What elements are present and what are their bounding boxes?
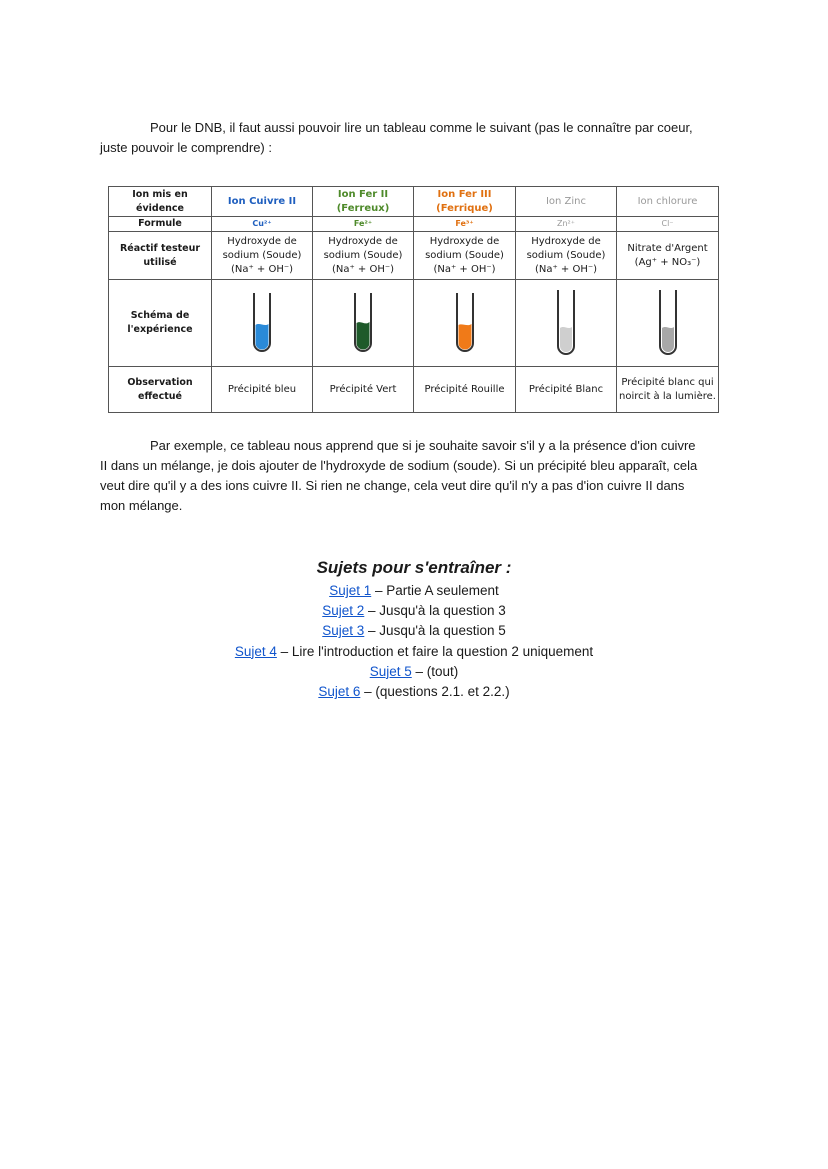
formula-cell: Fe³⁺ (414, 217, 516, 232)
schema-row (109, 280, 719, 367)
row-header-observation: Observation effectué (109, 367, 212, 413)
practice-subjects (0, 557, 828, 702)
observation-cell: Précipité Blanc (516, 367, 617, 413)
test-tube-icon (251, 291, 273, 355)
observation-cell: Précipité Vert (313, 367, 414, 413)
reagent-cell: Hydroxyde de sodium (Soude) (Na⁺ + OH⁻) (516, 232, 617, 280)
explanation-text: Par exemple, ce tableau nous apprend que si je souhaite savoir s'il y a la présence d'ion cuivre II dans un mélange, je dois ajouter de l'hydroxyde de sodium (soude). Si un précipité bleu apparaît, cela veut dire qu'il y a des ions cuivre II. Si rien ne change, cela veut dire qu'il n'y a pas d'ion cuivre II dans mon mélange. (100, 438, 698, 513)
subject-item: Sujet 3 – Jusqu'à la question 5 (322, 623, 506, 639)
ion-name-cell: Ion Fer III (Ferrique) (414, 187, 516, 217)
reagent-cell: Hydroxyde de sodium (Soude) (Na⁺ + OH⁻) (313, 232, 414, 280)
tube-cell (516, 280, 617, 367)
intro-paragraph (100, 118, 700, 158)
explanation-paragraph (100, 436, 700, 516)
ion-test-table (108, 186, 719, 413)
formula-row (109, 217, 719, 232)
ion-name-cell: Ion chlorure (617, 187, 719, 217)
test-tube-icon (352, 291, 374, 355)
subject-item: Sujet 5 – (tout) (369, 663, 459, 679)
test-tube-icon (454, 291, 476, 355)
tube-cell (212, 280, 313, 367)
reagent-cell: Hydroxyde de sodium (Soude) (Na⁺ + OH⁻) (414, 232, 516, 280)
test-tube-icon (657, 288, 679, 358)
reagent-row (109, 232, 719, 280)
ion-name-cell: Ion Cuivre II (212, 187, 313, 217)
tube-cell (414, 280, 516, 367)
row-header-schema: Schéma de l'expérience (109, 280, 212, 367)
subject-item: Sujet 6 – (questions 2.1. et 2.2.) (318, 684, 510, 700)
formula-cell: Zn²⁺ (516, 217, 617, 232)
observation-row (109, 367, 719, 413)
observation-cell: Précipité bleu (212, 367, 313, 413)
ion-name-cell: Ion Fer II (Ferreux) (313, 187, 414, 217)
subject-link[interactable]: Sujet 2 (322, 603, 365, 619)
row-header-formula: Formule (109, 217, 212, 232)
observation-cell: Précipité Rouille (414, 367, 516, 413)
subject-link[interactable]: Sujet 4 (234, 643, 277, 659)
subject-link[interactable]: Sujet 3 (322, 623, 365, 639)
ion-row (109, 187, 719, 217)
subject-link[interactable]: Sujet 5 (369, 663, 412, 679)
subject-item: Sujet 4 – Lire l'introduction et faire la question 2 uniquement (234, 643, 594, 659)
subject-item: Sujet 2 – Jusqu'à la question 3 (322, 603, 506, 619)
observation-cell: Précipité blanc qui noircit à la lumière. (617, 367, 719, 413)
test-tube-icon (555, 288, 577, 358)
formula-cell: Cl⁻ (617, 217, 719, 232)
tube-cell (617, 280, 719, 367)
row-header-ion: Ion mis en évidence (109, 187, 212, 217)
reagent-cell: Nitrate d'Argent (Ag⁺ + NO₃⁻) (617, 232, 719, 280)
subjects-heading: Sujets pour s'entraîner : (316, 558, 512, 577)
subject-link[interactable]: Sujet 1 (329, 583, 372, 598)
row-header-reagent: Réactif testeur utilisé (109, 232, 212, 280)
intro-text: Pour le DNB, il faut aussi pouvoir lire un tableau comme le suivant (pas le connaître par coeur, juste pouvoir le comprendre) : (100, 120, 693, 155)
subject-link[interactable]: Sujet 6 (318, 684, 361, 700)
reagent-cell: Hydroxyde de sodium (Soude) (Na⁺ + OH⁻) (212, 232, 313, 280)
tube-cell (313, 280, 414, 367)
formula-cell: Cu²⁺ (212, 217, 313, 232)
formula-cell: Fe²⁺ (313, 217, 414, 232)
ion-name-cell: Ion Zinc (516, 187, 617, 217)
subject-item: Sujet 1 – Partie A seulement (329, 583, 499, 598)
